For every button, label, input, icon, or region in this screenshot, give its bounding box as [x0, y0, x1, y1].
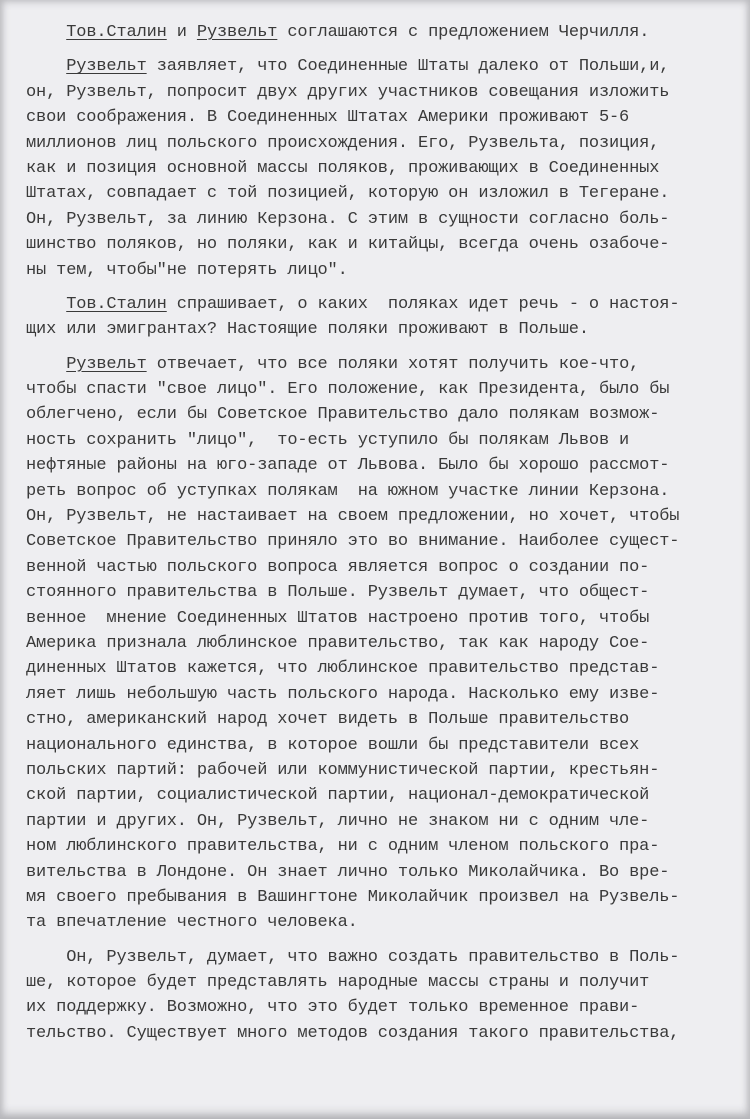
text-line [26, 317, 726, 342]
text-segment: спрашивает, о каких поляках идет речь - о настоя- [166, 294, 680, 314]
text-segment: миллионов лиц польского происхождения. Его, Рузвельта, позиция, [26, 133, 660, 153]
text-line [26, 656, 726, 681]
text-line [26, 258, 726, 283]
text-line [26, 54, 726, 79]
text-segment: та впечатление честного человека. [26, 913, 358, 933]
text-line [26, 970, 726, 995]
text-line [26, 707, 726, 732]
text-segment: стоянного правительства в Польше. Рузвельт думает, что общест- [26, 583, 650, 603]
speaker-name: Тов.Сталин [66, 23, 167, 42]
text-line [26, 352, 726, 377]
text-line [26, 860, 726, 885]
paragraph-gap [26, 936, 726, 945]
text-segment [26, 57, 66, 76]
text-segment: чтобы спасти "свое лицо". Его положение, как Президента, было бы [26, 380, 670, 400]
text-line [26, 402, 726, 427]
text-line [26, 733, 726, 758]
text-line [26, 995, 726, 1020]
text-segment: и [166, 23, 197, 42]
text-line [26, 181, 726, 206]
text-segment: стно, американский народ хочет видеть в Польше правительство [26, 710, 630, 730]
text-line [26, 428, 726, 453]
text-segment [26, 295, 66, 314]
text-segment: партии и других. Он, Рузвельт, лично не знаком ни с одним чле- [26, 811, 650, 831]
text-segment: шинство поляков, но поляки, как и китайцы, всегда очень озабоче- [26, 235, 670, 255]
text-segment: свои соображения. В Соединенных Штатах Америки проживают 5-6 [26, 108, 630, 128]
text-segment: Советское Правительство приняло это во внимание. Наиболее сущест- [26, 532, 680, 552]
text-segment: венное мнение Соединенных Штатов настроено против того, чтобы [26, 608, 650, 628]
text-line [26, 758, 726, 783]
text-segment: щих или эмигрантах? Настоящие поляки проживают в Польше. [26, 320, 589, 340]
text-line [26, 555, 726, 580]
text-line [26, 834, 726, 859]
text-line [26, 131, 726, 156]
text-line [26, 885, 726, 910]
text-segment: заявляет, что Соединенные Штаты далеко от Польши,и, [146, 57, 670, 77]
text-segment: он, Рузвельт, попросит двух других участников совещания изложить [26, 82, 670, 102]
text-line [26, 529, 726, 554]
speaker-name: Рузвельт [66, 354, 147, 374]
text-line [26, 631, 726, 656]
paragraph [26, 292, 726, 343]
text-line [26, 20, 726, 45]
text-segment: реть вопрос об уступках полякам на южном участке линии Керзона. [26, 481, 670, 501]
text-line [26, 580, 726, 605]
paragraph-gap [26, 283, 726, 292]
text-line [26, 80, 726, 105]
text-line [26, 606, 726, 631]
speaker-name: Рузвельт [196, 23, 278, 42]
text-line [26, 292, 726, 317]
speaker-name: Тов.Сталин [66, 294, 167, 314]
text-segment: ном люблинского правительства, ни с одним членом польского пра- [26, 837, 660, 857]
text-segment: Он, Рузвельт, не настаивает на своем предложении, но хочет, чтобы [26, 507, 680, 527]
text-segment: их поддержку. Возможно, что это будет только временное прави- [26, 998, 640, 1018]
text-line [26, 232, 726, 257]
text-segment: мя своего пребывания в Вашингтоне Миколайчик произвел на Рузвель- [26, 887, 680, 907]
text-line [26, 453, 726, 478]
text-segment: Штатах, совпадает с той позицией, которую он изложил в Тегеране. [26, 184, 670, 204]
text-line [26, 682, 726, 707]
paragraph-gap [26, 343, 726, 352]
text-segment [26, 23, 66, 42]
text-line [26, 783, 726, 808]
text-segment: Он, Рузвельт, за линию Керзона. С этим в сущности согласно боль- [26, 209, 670, 229]
text-segment: Он, Рузвельт, думает, что важно создать правительство в Поль- [26, 947, 680, 967]
paragraph [26, 945, 726, 1047]
text-segment: нефтяные районы на юго-западе от Львова. Было бы хорошо рассмот- [26, 456, 670, 476]
text-segment [26, 355, 66, 374]
document-body [26, 20, 726, 1046]
paragraph [26, 54, 726, 283]
text-segment: ской партии, социалистической партии, национал-демократической [26, 786, 650, 806]
text-segment: диненных Штатов кажется, что люблинское правительство представ- [26, 659, 660, 679]
text-segment: ше, которое будет представлять народные массы страны и получит [26, 973, 650, 993]
text-line [26, 479, 726, 504]
text-segment: Америка признала люблинское правительство, так как народу Сое- [26, 633, 650, 653]
text-line [26, 377, 726, 402]
text-segment: ность сохранить "лицо", то-есть уступило бы полякам Львов и [26, 430, 630, 450]
text-segment: отвечает, что все поляки хотят получить кое-что, [146, 354, 640, 374]
text-line [26, 809, 726, 834]
text-line [26, 207, 726, 232]
text-segment: ны тем, чтобы"не потерять лицо". [26, 260, 348, 280]
speaker-name: Рузвельт [66, 57, 147, 77]
text-segment: соглашаются с предложением Черчилля. [277, 23, 650, 42]
text-line [26, 910, 726, 935]
text-segment: вительства в Лондоне. Он знает лично только Миколайчика. Во вре- [26, 862, 670, 882]
text-segment: ляет лишь небольшую часть польского народа. Насколько ему изве- [26, 684, 660, 704]
text-line [26, 105, 726, 130]
text-line [26, 945, 726, 970]
text-line [26, 1021, 726, 1046]
text-line [26, 156, 726, 181]
text-segment: венной частью польского вопроса является вопрос о создании по- [26, 557, 650, 577]
text-segment: как и позиция основной массы поляков, проживающих в Соединенных [26, 158, 660, 178]
text-segment: тельство. Существует много методов создания такого правительства, [26, 1023, 680, 1043]
paragraph-gap [26, 45, 726, 54]
text-line [26, 504, 726, 529]
paragraph [26, 352, 726, 936]
text-segment: облегчено, если бы Советское Правительство дало полякам возмож- [26, 405, 660, 425]
paragraph [26, 20, 726, 45]
text-segment: польских партий: рабочей или коммунистической партии, крестьян- [26, 760, 660, 780]
text-segment: национального единства, в которое вошли бы представители всех [26, 735, 640, 755]
